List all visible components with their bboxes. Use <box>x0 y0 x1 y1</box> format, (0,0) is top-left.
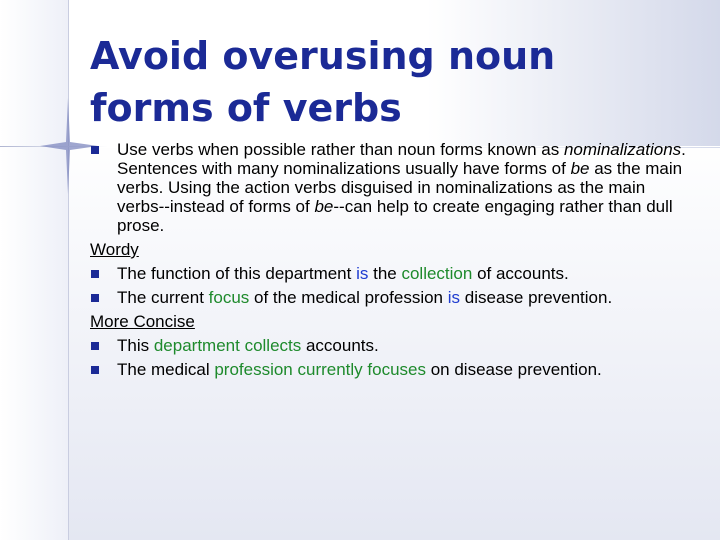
highlighted-phrase: profession currently focuses <box>214 360 426 379</box>
intro-term-be-1: be <box>570 159 590 178</box>
square-bullet-icon <box>91 294 99 302</box>
intro-text-2: . Sentences with many nominalizations usually have forms of <box>117 140 686 178</box>
square-bullet-icon <box>91 146 99 154</box>
left-background-band <box>0 0 68 540</box>
example-text: disease prevention. <box>460 288 613 307</box>
intro-text-1: Use verbs when possible rather than noun forms known as <box>117 140 564 159</box>
title-line-2: forms of verbs <box>90 86 402 130</box>
example-text: The current <box>117 288 209 307</box>
highlighted-noun: collection <box>401 264 473 283</box>
example-text: on disease prevention. <box>425 360 602 379</box>
wordy-example-2 <box>90 288 690 307</box>
highlighted-verb: is <box>356 264 369 283</box>
highlighted-noun: focus <box>208 288 250 307</box>
vertical-divider <box>68 0 69 540</box>
slide-body <box>90 140 690 384</box>
intro-text-4: --can help to create engaging rather than dull prose. <box>117 197 673 235</box>
square-bullet-icon <box>91 270 99 278</box>
example-text: accounts. <box>301 336 379 355</box>
highlighted-phrase: department collects <box>153 336 302 355</box>
example-text: The medical <box>117 360 215 379</box>
square-bullet-icon <box>91 366 99 374</box>
intro-bullet <box>90 140 690 235</box>
intro-text-3: as the main verbs. Using the action verbs disguised in nominalizations as the main verbs--instead of forms of <box>117 159 683 216</box>
intro-term-nominalizations: nominalizations <box>563 140 682 159</box>
example-text: This <box>117 336 154 355</box>
wordy-heading: Wordy <box>90 240 139 259</box>
concise-example-1 <box>90 336 690 355</box>
highlighted-verb: is <box>447 288 461 307</box>
concise-heading: More Concise <box>90 312 195 331</box>
wordy-example-1 <box>90 264 690 283</box>
title-line-1: Avoid overusing noun <box>90 34 556 78</box>
example-text: of accounts. <box>472 264 569 283</box>
example-text: of the medical profession <box>249 288 448 307</box>
example-text: The function of this department <box>117 264 357 283</box>
example-text: the <box>368 264 402 283</box>
concise-example-2 <box>90 360 690 379</box>
intro-term-be-2: be <box>314 197 334 216</box>
square-bullet-icon <box>91 342 99 350</box>
slide-title <box>90 30 690 134</box>
